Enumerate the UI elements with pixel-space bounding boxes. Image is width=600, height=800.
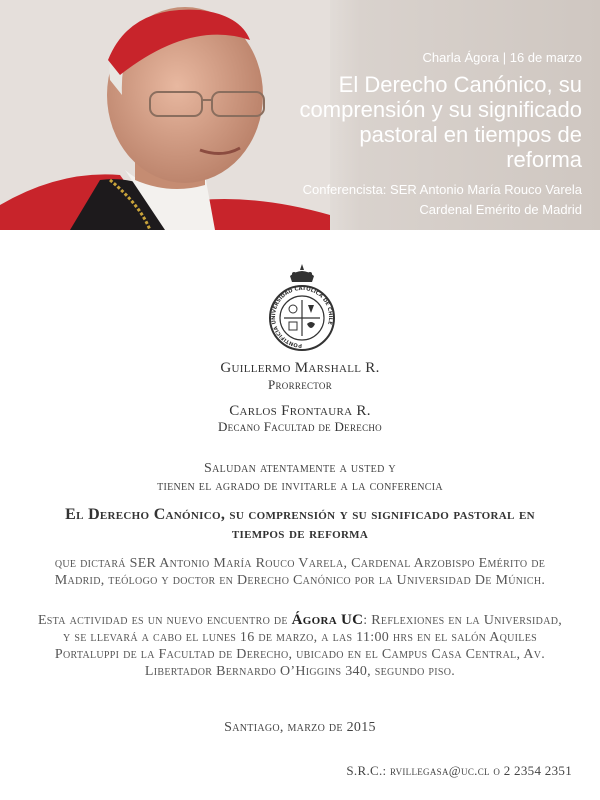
signer-1-role: Prorrector xyxy=(267,377,333,392)
greeting-line-1: Saludan atentamente a usted y xyxy=(204,461,396,476)
speaker-line-1: Conferencista: SER Antonio María Rouco Varela xyxy=(302,182,582,197)
agora-uc-highlight: Ágora UC xyxy=(291,612,364,628)
header-banner xyxy=(0,0,600,230)
signer-2-name: Carlos Frontaura R. xyxy=(229,403,371,419)
conference-title: El Derecho Canónico, su comprensión y su significado pastoral en tiempos de reforma xyxy=(65,506,535,542)
activity-text-after: : Reflexiones en la Universidad, y se llevará a cabo el lunes 16 de marzo, a las 11:00 hrs en el salón Aquiles Portaluppi de la Facultad de Derecho, ubicado en el Campus Casa Central, Av. Libertador Bernardo O’Higgins 340, segundo piso. xyxy=(54,613,563,679)
event-tag: Charla Ágora | 16 de marzo xyxy=(422,50,582,65)
speaker-photo xyxy=(0,0,330,230)
speaker-line-2: Cardenal Emérito de Madrid xyxy=(419,202,582,217)
rsvp-contact[interactable]: S.R.C.: rvillegasa@uc.cl o 2 2354 2351 xyxy=(346,763,572,778)
date-line: Santiago, marzo de 2015 xyxy=(224,720,376,735)
university-seal-icon xyxy=(268,262,336,354)
seal-ring-text: PONTIFICIA UNIVERSIDAD CATOLICA DE CHILE xyxy=(271,285,334,349)
conference-description: que dictará SER Antonio María Rouco Varela, Cardenal Arzobispo Emérito de Madrid, teólogo y doctor en Derecho Canónico por la Universidad De Múnich. xyxy=(54,556,546,588)
signer-2-role: Decano Facultad de Derecho xyxy=(217,419,382,434)
header-title: El Derecho Canónico, su comprensión y su significado pastoral en tiempos de reforma xyxy=(299,72,582,172)
activity-text-before: Esta actividad es un nuevo encuentro de xyxy=(37,613,292,628)
greeting-line-2: tienen el agrado de invitarle a la conferencia xyxy=(157,479,443,494)
greeting xyxy=(0,460,600,496)
signer-1-name: Guillermo Marshall R. xyxy=(220,360,380,376)
speaker-info xyxy=(303,180,582,220)
activity-info xyxy=(36,612,564,680)
